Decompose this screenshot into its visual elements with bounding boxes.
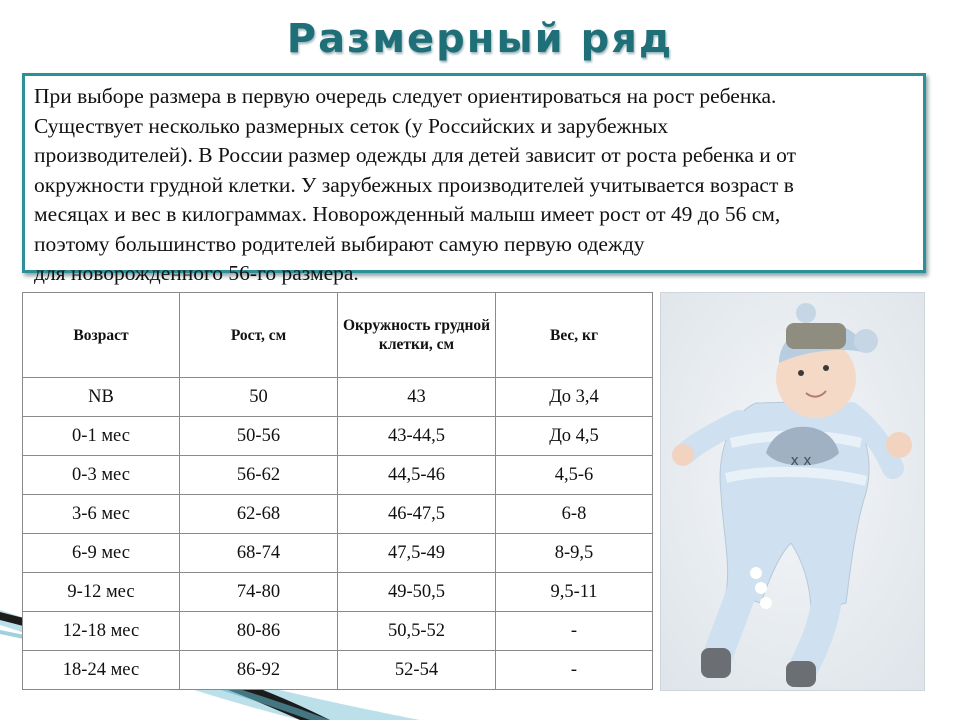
info-line: производителей). В России размер одежды для детей зависит от роста ребенка и от (34, 143, 797, 167)
cell-age: NB (23, 378, 180, 417)
page-title: Размерный ряд (286, 16, 674, 62)
info-text-box (22, 73, 926, 285)
svg-text:x x: x x (790, 453, 812, 469)
info-line: для новорожденного 56-го размера. (34, 261, 359, 285)
info-line: поэтому большинство родителей выбирают самую первую одежду (34, 231, 645, 256)
cell-age: 6-9 мес (23, 534, 180, 573)
cell-height: 68-74 (180, 534, 338, 573)
cell-chest: 52-54 (338, 651, 496, 690)
cell-age: 18-24 мес (23, 651, 180, 690)
cell-chest: 50,5-52 (338, 612, 496, 651)
cell-age: 0-3 мес (23, 456, 180, 495)
cell-height: 50-56 (180, 417, 338, 456)
table-header-row (23, 293, 653, 378)
size-table (22, 292, 653, 690)
info-line: При выборе размера в первую очередь следует ориентироваться на рост ребенка. (34, 84, 777, 108)
table-row (23, 534, 653, 573)
table-row (23, 495, 653, 534)
baby-photo (660, 292, 925, 691)
table-row (23, 651, 653, 690)
cell-weight: 9,5-11 (496, 573, 653, 612)
cell-weight: 6-8 (496, 495, 653, 534)
info-line: Существует несколько размерных сеток (у Российских и зарубежных (34, 113, 669, 138)
cell-chest: 43-44,5 (338, 417, 496, 456)
cell-weight: 4,5-6 (496, 456, 653, 495)
header-chest: Окружность грудной клетки, см (338, 293, 496, 378)
cell-height: 56-62 (180, 456, 338, 495)
cell-weight: - (496, 612, 653, 651)
header-age: Возраст (23, 293, 180, 378)
table-row (23, 612, 653, 651)
cell-chest: 44,5-46 (338, 456, 496, 495)
cell-weight: - (496, 651, 653, 690)
cell-height: 80-86 (180, 612, 338, 651)
info-line: окружности грудной клетки. У зарубежных производителей учитывается возраст в (34, 172, 794, 197)
table-row (23, 378, 653, 417)
header-weight: Вес, кг (496, 293, 653, 378)
cell-chest: 47,5-49 (338, 534, 496, 573)
baby-illustration (661, 293, 924, 690)
cell-height: 74-80 (180, 573, 338, 612)
cell-weight: До 3,4 (496, 378, 653, 417)
cell-weight: 8-9,5 (496, 534, 653, 573)
cell-weight: До 4,5 (496, 417, 653, 456)
cell-chest: 43 (338, 378, 496, 417)
table-row (23, 573, 653, 612)
cell-age: 3-6 мес (23, 495, 180, 534)
cell-age: 0-1 мес (23, 417, 180, 456)
header-height: Рост, см (180, 293, 338, 378)
cell-chest: 49-50,5 (338, 573, 496, 612)
cell-height: 50 (180, 378, 338, 417)
table-row (23, 417, 653, 456)
cell-age: 12-18 мес (23, 612, 180, 651)
cell-age: 9-12 мес (23, 573, 180, 612)
table-row (23, 456, 653, 495)
cell-height: 62-68 (180, 495, 338, 534)
cell-height: 86-92 (180, 651, 338, 690)
info-line: месяцах и вес в килограммах. Новорожденный малыш имеет рост от 49 до 56 см, (34, 202, 781, 226)
cell-chest: 46-47,5 (338, 495, 496, 534)
